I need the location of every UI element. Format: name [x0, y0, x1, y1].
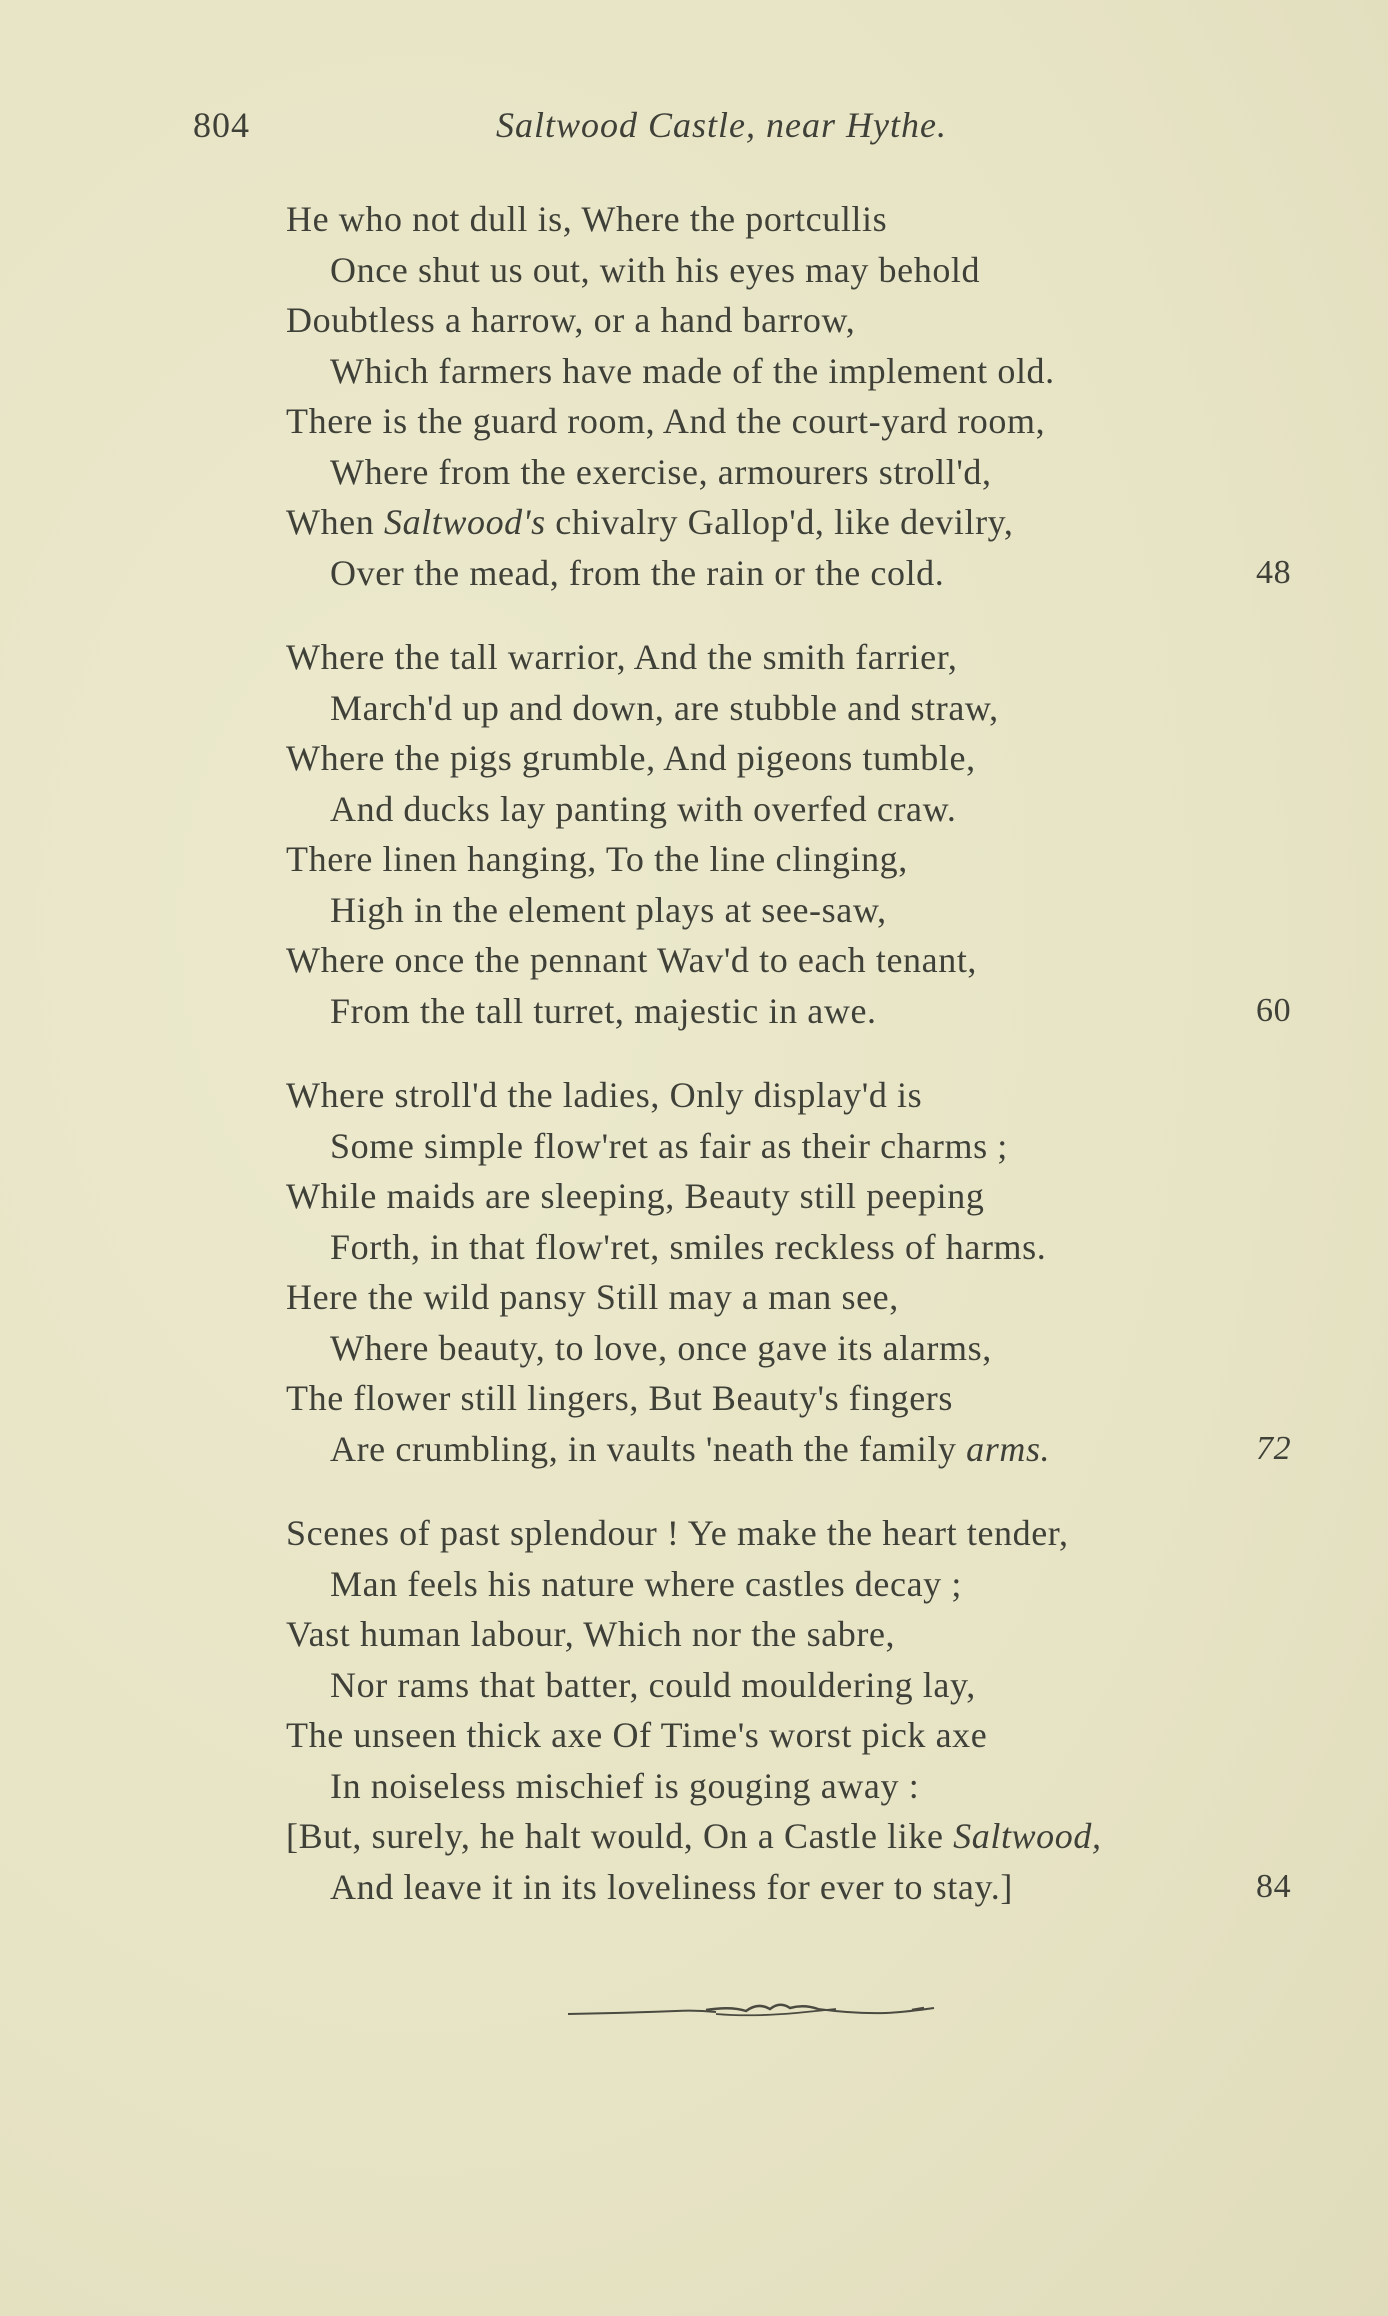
verse-text: And leave it in its loveliness for ever to stay.]	[330, 1866, 1013, 1907]
verse-line: March'd up and down, are stubble and straw,	[330, 687, 999, 728]
verse-line: Where the pigs grumble, And pigeons tumble,	[286, 738, 976, 778]
line-number: 48	[1256, 553, 1292, 591]
verse-line: Some simple flow'ret as fair as their charms ;	[330, 1125, 1008, 1166]
verse-line	[286, 548, 1306, 599]
line-number: 84	[1256, 1867, 1292, 1905]
verse-line: Here the wild pansy Still may a man see,	[286, 1277, 899, 1317]
verse-line: The flower still lingers, But Beauty's fingers	[286, 1378, 953, 1418]
verse-line: Where the tall warrior, And the smith farrier,	[286, 637, 958, 677]
verse-line: Man feels his nature where castles decay ;	[330, 1563, 962, 1604]
verse-line: Where beauty, to love, once gave its alarms,	[330, 1327, 992, 1368]
verse-italic-text: Saltwood,	[953, 1816, 1102, 1856]
verse-line: High in the element plays at see-saw,	[330, 889, 887, 930]
verse-line	[286, 1811, 1306, 1862]
verse-line: Nor rams that batter, could mouldering lay,	[330, 1664, 976, 1705]
line-number: 72	[1256, 1429, 1292, 1467]
page-header	[0, 104, 1388, 154]
verse-line	[286, 986, 1306, 1037]
verse-line: Once shut us out, with his eyes may behold	[330, 249, 981, 290]
verse-line: Which farmers have made of the implement old.	[330, 350, 1055, 391]
verse-line: The unseen thick axe Of Time's worst pick axe	[286, 1715, 988, 1755]
poem	[286, 194, 1306, 1946]
verse-line: There linen hanging, To the line clinging,	[286, 839, 908, 879]
verse-line: Where stroll'd the ladies, Only display'd is	[286, 1075, 923, 1115]
verse-line	[286, 1424, 1306, 1475]
verse-line	[286, 497, 1306, 548]
verse-text: chivalry Gallop'd, like devilry,	[545, 502, 1014, 542]
verse-italic-text: arms.	[966, 1428, 1051, 1469]
verse-line: Where from the exercise, armourers stroll'd,	[330, 451, 992, 492]
verse-text: Over the mead, from the rain or the cold.	[330, 552, 945, 593]
verse-text: From the tall turret, majestic in awe.	[330, 990, 877, 1031]
verse-text: Are crumbling, in vaults 'neath the family	[330, 1428, 967, 1469]
verse-line: Doubtless a harrow, or a hand barrow,	[286, 300, 856, 340]
verse-line: Scenes of past splendour ! Ye make the heart tender,	[286, 1513, 1069, 1553]
stanza	[286, 1508, 1306, 1912]
verse-text: When	[286, 502, 384, 542]
verse-text: [But, surely, he halt would, On a Castle like	[286, 1816, 954, 1856]
stanza	[286, 632, 1306, 1036]
stanza	[286, 1070, 1306, 1474]
verse-line: There is the guard room, And the court-yard room,	[286, 401, 1046, 441]
running-title: Saltwood Castle, near Hythe.	[496, 105, 947, 145]
tailpiece-ornament	[566, 1992, 936, 2032]
verse-line: He who not dull is, Where the portcullis	[286, 199, 888, 239]
page-number: 804	[193, 105, 250, 145]
verse-line: Vast human labour, Which nor the sabre,	[286, 1614, 896, 1654]
verse-line	[286, 1862, 1306, 1913]
verse-line: While maids are sleeping, Beauty still peeping	[286, 1176, 985, 1216]
line-number: 60	[1256, 991, 1292, 1029]
verse-line: And ducks lay panting with overfed craw.	[330, 788, 957, 829]
verse-italic-text: Saltwood's	[383, 502, 546, 542]
verse-line: Forth, in that flow'ret, smiles reckless of harms.	[330, 1226, 1047, 1267]
stanza	[286, 194, 1306, 598]
verse-line: In noiseless mischief is gouging away :	[330, 1765, 920, 1806]
verse-line: Where once the pennant Wav'd to each tenant,	[286, 940, 978, 980]
